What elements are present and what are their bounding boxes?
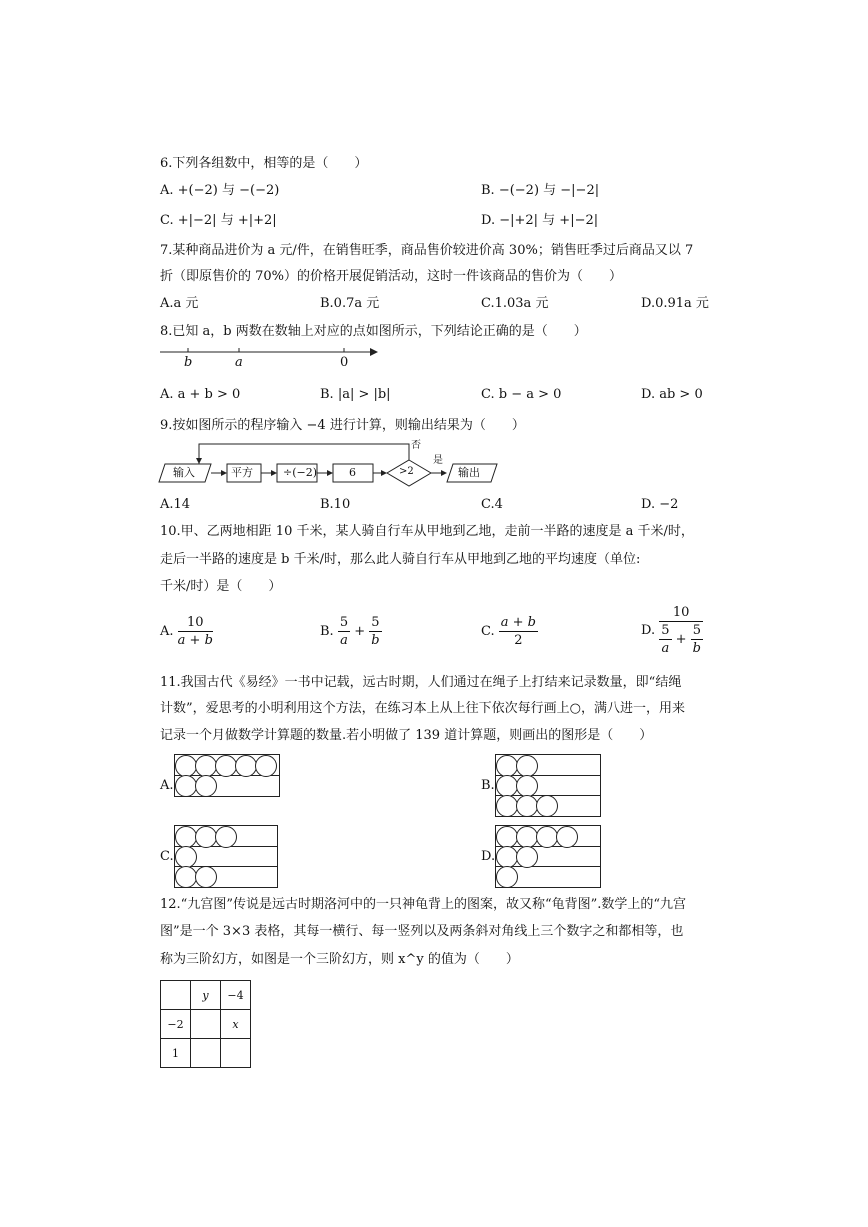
grid-cell: 1	[161, 1039, 191, 1068]
q7-stem-line1: 7.某种商品进价为 a 元/件，在销售旺季，商品售价较进价高 30%；销售旺季过后商品又以 7	[160, 243, 694, 258]
numerator: 5	[661, 623, 670, 638]
q7-option-c[interactable]: C.1.03a 元	[481, 296, 549, 311]
q7-stem-line2: 折（即原售价的 70%）的价格开展促销活动，这时一件该商品的售价为（ ）	[160, 269, 623, 284]
q9-option-a[interactable]: A.14	[160, 497, 191, 512]
numerator: a + b	[500, 615, 536, 630]
magic-square-grid	[160, 980, 251, 1068]
q10-stem-line3: 千米/时）是（ ）	[160, 579, 282, 594]
q9-option-d[interactable]: D. −2	[641, 497, 679, 512]
q7-option-d[interactable]: D.0.91a 元	[641, 296, 709, 311]
knot-circle	[516, 846, 538, 868]
q10-option-c[interactable]	[481, 616, 538, 647]
q8-option-d[interactable]: D. ab > 0	[641, 387, 703, 402]
grid-cell	[161, 981, 191, 1010]
q6-option-a[interactable]: A. +(−2) 与 −(−2)	[160, 183, 280, 198]
numerator: 5	[339, 615, 349, 630]
fraction	[499, 616, 538, 647]
flow-square-label: 平方	[231, 466, 253, 479]
grid-cell: −4	[221, 981, 251, 1010]
q8-stem: 8.已知 a，b 两数在数轴上对应的点如图所示，下列结论正确的是（ ）	[160, 324, 587, 339]
number-line-label-zero: 0	[340, 355, 349, 370]
q6-option-b[interactable]: B. −(−2) 与 −|−2|	[481, 183, 600, 198]
fraction	[369, 616, 381, 647]
knot-circle	[516, 755, 538, 777]
numerator: 10	[178, 616, 213, 632]
q6-stem: 6.下列各组数中，相等的是（ ）	[160, 156, 368, 171]
grid-cell	[221, 1039, 251, 1068]
knot-circle	[235, 755, 257, 777]
knot-circle	[255, 755, 277, 777]
flow-no-label: 否	[411, 440, 421, 451]
knot-circle	[496, 826, 518, 848]
knot-circle	[175, 826, 197, 848]
q11-option-a-figure[interactable]	[174, 754, 280, 797]
q9-stem: 9.按如图所示的程序输入 −4 进行计算，则输出结果为（ ）	[160, 418, 525, 433]
knot-circle	[496, 795, 518, 817]
q6-option-c[interactable]: C. +|−2| 与 +|+2|	[160, 213, 277, 228]
q11-option-d-label[interactable]: D.	[481, 849, 496, 864]
q11-option-b-label[interactable]: B.	[481, 778, 495, 793]
denominator: 2	[514, 633, 523, 648]
knot-circle	[215, 826, 237, 848]
knot-circle	[516, 795, 538, 817]
grid-cell	[191, 1039, 221, 1068]
denominator: a	[661, 641, 670, 656]
knot-circle	[195, 826, 217, 848]
denominator: b	[692, 641, 701, 656]
q8-option-c[interactable]: C. b − a > 0	[481, 387, 562, 402]
denominator: a + b	[177, 633, 213, 648]
q10-option-d[interactable]	[641, 606, 703, 655]
q11-option-b-figure[interactable]	[495, 754, 601, 817]
knot-circle	[516, 826, 538, 848]
program-flowchart	[155, 438, 500, 490]
number-line-label-b: b	[184, 355, 193, 370]
grid-cell: y	[191, 981, 221, 1010]
knot-circle	[175, 755, 197, 777]
knot-circle	[175, 846, 197, 868]
q11-stem-line1: 11.我国古代《易经》一书中记载，远古时期，人们通过在绳子上打结来记录数量，即“结绳	[160, 675, 682, 690]
q11-option-a-label[interactable]: A.	[160, 778, 174, 793]
fraction	[691, 624, 703, 655]
denominator: a	[340, 633, 348, 648]
q6-option-d[interactable]: D. −|+2| 与 +|−2|	[481, 213, 599, 228]
flow-six-label: 6	[349, 466, 356, 479]
grid-cell: x	[221, 1010, 251, 1039]
flow-input-label: 输入	[173, 466, 195, 479]
knot-circle	[195, 866, 217, 888]
option-label: B.	[320, 624, 334, 639]
q10-stem-line1: 10.甲、乙两地相距 10 千米，某人骑自行车从甲地到乙地，走前一半路的速度是 a 千米/时，	[160, 524, 694, 539]
q11-option-d-figure[interactable]	[495, 825, 601, 888]
denominator	[659, 622, 703, 655]
grid-cell	[191, 1010, 221, 1039]
q9-option-c[interactable]: C.4	[481, 497, 503, 512]
q12-stem-line3: 称为三阶幻方，如图是一个三阶幻方，则 x^y 的值为（ ）	[160, 952, 519, 967]
knot-circle	[496, 866, 518, 888]
fraction	[338, 616, 350, 647]
q7-option-a[interactable]: A.a 元	[160, 296, 199, 311]
q10-stem-line2: 走后一半路的速度是 b 千米/时，那么此人骑自行车从甲地到乙地的平均速度（单位:	[160, 552, 641, 567]
flow-yes-label: 是	[433, 455, 443, 466]
flow-condition-label: >2	[399, 466, 414, 477]
q8-option-b[interactable]: B. |a| > |b|	[320, 387, 391, 402]
number-line-label-a: a	[235, 355, 243, 370]
knot-circle	[536, 795, 558, 817]
knot-circle	[516, 775, 538, 797]
knot-circle	[496, 775, 518, 797]
numerator: 10	[659, 606, 703, 622]
q11-stem-line2: 计数”，爱思考的小明利用这个方法，在练习本上从上往下依次每行画上○，满八进一，用来	[160, 701, 685, 716]
q11-option-c-figure[interactable]	[174, 825, 278, 888]
plus-sign: +	[354, 624, 366, 639]
q12-stem-line1: 12.“九宫图”传说是远古时期洛河中的一只神龟背上的图案，故又称“龟背图”.数学上的“九宫	[160, 897, 687, 912]
option-label: D.	[641, 623, 656, 638]
q11-stem-line3: 记录一个月做数学计算题的数量.若小明做了 139 道计算题，则画出的图形是（ ）	[160, 728, 653, 743]
option-label: A.	[160, 624, 174, 639]
flow-divide-label: ÷(−2)	[283, 466, 318, 479]
knot-circle	[536, 826, 558, 848]
q10-option-a[interactable]	[160, 616, 213, 647]
grid-cell: −2	[161, 1010, 191, 1039]
numerator: 5	[371, 615, 380, 630]
plus-sign: +	[675, 632, 687, 647]
flow-output-label: 输出	[458, 466, 480, 479]
q11-option-c-label[interactable]: C.	[160, 849, 174, 864]
knot-circle	[175, 775, 197, 797]
q12-stem-line2: 图”是一个 3×3 表格，其每一横行、每一竖列以及两条斜对角线上三个数字之和都相等，也	[160, 924, 684, 939]
q9-option-b[interactable]: B.10	[320, 497, 351, 512]
fraction	[178, 616, 213, 647]
fraction	[659, 624, 671, 655]
knot-circle	[556, 826, 578, 848]
q10-option-b[interactable]	[320, 616, 382, 647]
option-label: C.	[481, 624, 495, 639]
q8-option-a[interactable]: A. a + b > 0	[160, 387, 241, 402]
knot-circle	[175, 866, 197, 888]
knot-circle	[496, 755, 518, 777]
knot-circle	[215, 755, 237, 777]
complex-fraction	[659, 606, 703, 655]
q7-option-b[interactable]: B.0.7a 元	[320, 296, 380, 311]
denominator: b	[371, 633, 380, 648]
knot-circle	[496, 846, 518, 868]
knot-circle	[195, 775, 217, 797]
numerator: 5	[692, 623, 701, 638]
knot-circle	[195, 755, 217, 777]
